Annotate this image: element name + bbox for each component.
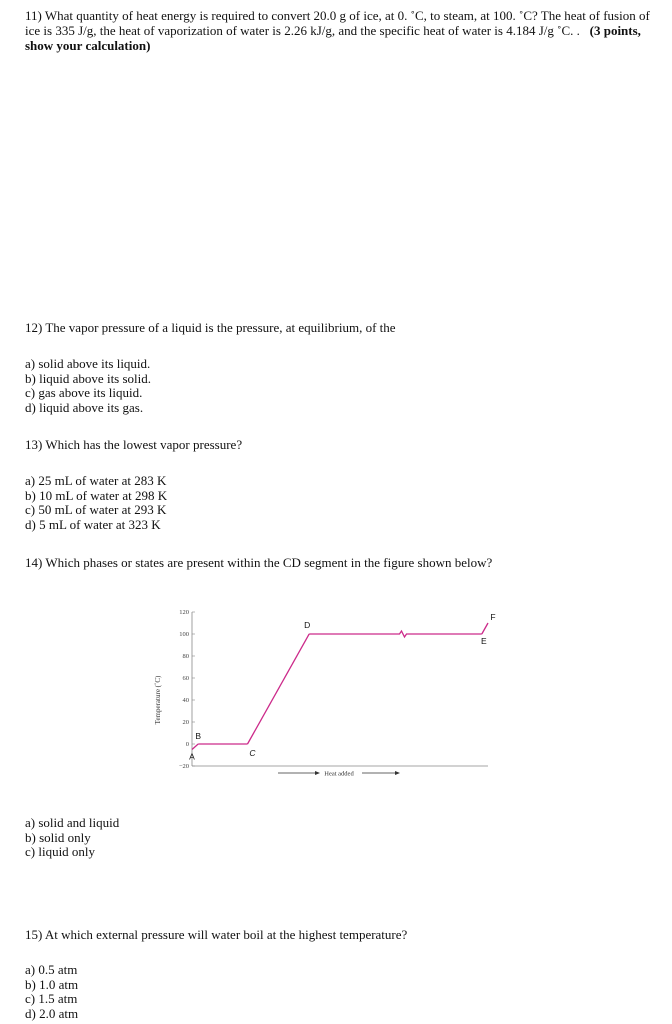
option-a: a) 25 mL of water at 283 K [25,473,167,488]
y-tick-label: 100 [179,631,189,638]
point-label-e: E [480,636,487,646]
option-a: a) 0.5 atm [25,962,78,977]
heating-curve [192,623,488,750]
question-11 [25,8,655,53]
y-tick-label: 80 [182,653,189,660]
option-d: d) 2.0 atm [25,1005,79,1021]
y-axis-ticks [179,609,195,770]
y-tick-label: 20 [182,719,189,726]
question-11-points: (3 points, show your calculation) [25,23,641,53]
option-b: b) liquid above its solid. [25,370,152,386]
y-tick-label: 40 [182,697,189,704]
point-label-f: F [490,612,496,622]
y-tick-label: 0 [185,741,189,748]
question-13: 13) Which has the lowest vapor pressure? [25,437,243,452]
segment-ef [482,623,488,634]
option-c: c) liquid only [25,844,96,860]
question-15: 15) At which external pressure will water boil at the highest temperature? [25,927,408,942]
option-b: b) solid only [25,829,91,845]
point-label-c: C [249,748,256,758]
heating-curve-figure [140,600,500,790]
x-axis-label [278,771,400,778]
y-tick-label: 60 [182,675,189,682]
point-label-d: D [304,620,311,630]
y-axis-label: Temperature (˚C) [154,675,162,725]
segment-cd [248,634,310,744]
question-11-text: 11) What quantity of heat energy is required to convert 20.0 g of ice, at 0. ˚C, to steam, at 100. ˚C? The heat of fusion of ice is 335 J/g, the heat of vaporization of water is 2.26 kJ/g, and the specific heat of water is 4.184 J/g ˚C. . [25,8,650,38]
option-b: b) 1.0 atm [25,976,79,992]
svg-text:Heat added: Heat added [324,770,354,778]
question-14-options [25,816,119,860]
point-label-b: B [195,731,202,741]
option-a: a) solid above its liquid. [25,356,151,371]
y-tick-label: −20 [178,763,189,770]
point-label-a: A [189,751,195,762]
y-tick-label: 120 [179,609,189,616]
question-14: 14) Which phases or states are present within the CD segment in the figure shown below? [25,555,493,570]
option-c: c) gas above its liquid. [25,385,143,401]
question-12: 12) The vapor pressure of a liquid is the pressure, at equilibrium, of the [25,320,396,335]
question-12-options [25,357,151,415]
chart-axes [192,612,488,766]
question-15-options [25,963,78,1021]
option-a: a) solid and liquid [25,815,120,830]
segment-de [309,631,482,637]
option-c: c) 1.5 atm [25,991,78,1007]
option-d: d) liquid above its gas. [25,399,144,415]
segment-ab [192,744,198,750]
option-c: c) 50 mL of water at 293 K [25,502,167,518]
question-13-options [25,474,167,532]
option-d: d) 5 mL of water at 323 K [25,516,161,532]
option-b: b) 10 mL of water at 298 K [25,487,168,503]
